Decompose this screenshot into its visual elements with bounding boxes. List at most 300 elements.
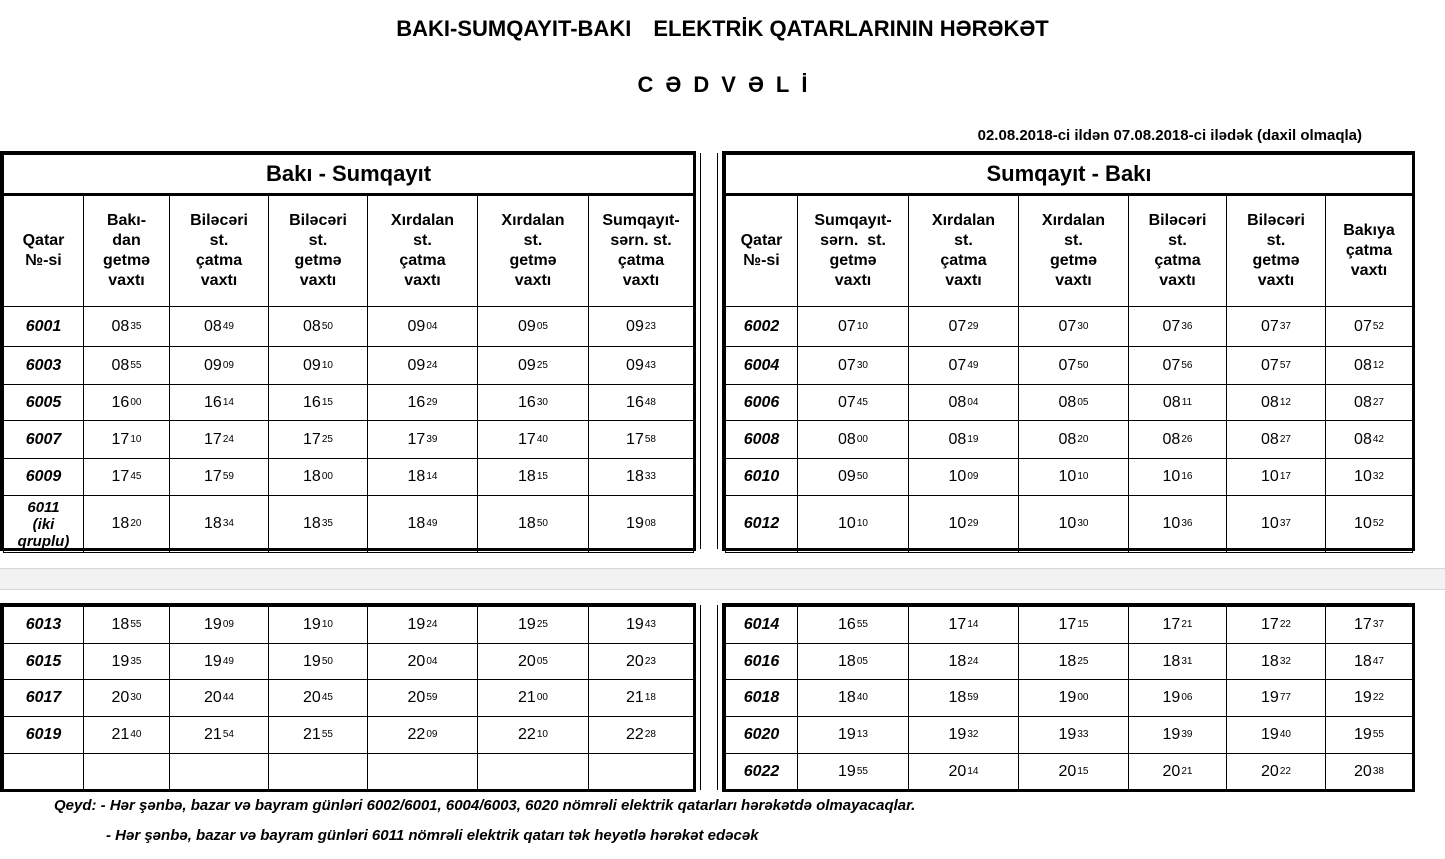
time-cell [84, 644, 170, 680]
time-value: $20^{38}$ [1354, 763, 1384, 780]
page-break-separator [0, 568, 1445, 590]
time-cell [368, 496, 478, 553]
time-cell [1227, 496, 1326, 553]
table-row [726, 496, 1413, 553]
time-value: $19^{43}$ [626, 616, 656, 633]
time-cell [1227, 421, 1326, 459]
time-cell [909, 347, 1019, 385]
time-cell [84, 347, 170, 385]
time-cell [170, 754, 269, 791]
column-header: Biləcəri st. getmə vaxtı [1227, 195, 1326, 307]
time-value: $08^{04}$ [948, 393, 979, 411]
time-cell [589, 421, 694, 459]
time-value: $20^{45}$ [303, 689, 333, 706]
column-header: Qatar №-si [4, 195, 84, 307]
column-header: Xırdalan st. getmə vaxtı [1019, 195, 1129, 307]
time-value: $09^{04}$ [407, 317, 438, 335]
time-value: $08^{27}$ [1354, 393, 1384, 411]
time-cell [84, 385, 170, 421]
time-value: $09^{23}$ [626, 317, 656, 335]
time-cell [1227, 754, 1326, 791]
time-value: $20^{05}$ [518, 652, 548, 670]
time-value: $17^{22}$ [1261, 616, 1291, 633]
time-value: $22^{28}$ [626, 726, 656, 743]
time-value: $07^{30}$ [838, 356, 868, 374]
time-value: $09^{25}$ [518, 356, 548, 374]
time-value: $19^{08}$ [626, 515, 656, 532]
time-value: $21^{40}$ [111, 726, 142, 743]
note-1: Qeyd: - Hər şənbə, bazar və bayram günləri 6002/6001, 6004/6003, 6020 nömrəli elektrik qatarları hərəkətdə olmayacaqlar. [54, 797, 916, 814]
time-cell [798, 347, 909, 385]
time-value: $09^{50}$ [838, 468, 868, 485]
time-value: $19^{10}$ [303, 616, 333, 633]
time-value: $08^{05}$ [1058, 393, 1089, 411]
time-cell [909, 607, 1019, 644]
time-value: $19^{13}$ [838, 726, 868, 743]
time-cell [170, 717, 269, 754]
time-value: $20^{15}$ [1058, 763, 1089, 780]
time-value: $16^{14}$ [204, 393, 234, 411]
time-cell [368, 717, 478, 754]
table-row [726, 421, 1413, 459]
time-cell [170, 347, 269, 385]
column-header: Biləcəri st. çatma vaxtı [1129, 195, 1227, 307]
table-divider-bottom [700, 605, 718, 790]
time-cell [1019, 307, 1129, 347]
time-value: $19^{55}$ [838, 763, 868, 780]
time-value: $17^{14}$ [948, 616, 979, 633]
time-value: $18^{15}$ [518, 468, 548, 485]
time-value: $18^{49}$ [407, 515, 438, 532]
time-cell [170, 307, 269, 347]
table-row [4, 607, 694, 644]
time-value: $21^{18}$ [626, 689, 656, 706]
train-number: 6001 [4, 307, 84, 347]
time-cell [1129, 307, 1227, 347]
time-value: $18^{47}$ [1354, 652, 1384, 670]
time-value: $17^{58}$ [626, 430, 656, 448]
time-value: $10^{36}$ [1162, 515, 1193, 532]
time-value: $07^{52}$ [1354, 317, 1384, 335]
time-cell [368, 385, 478, 421]
table-row [726, 717, 1413, 754]
time-cell [478, 385, 589, 421]
time-cell [269, 644, 368, 680]
time-value: $07^{56}$ [1162, 356, 1193, 374]
time-value: $18^{00}$ [303, 468, 333, 485]
time-cell [798, 496, 909, 553]
time-cell [798, 717, 909, 754]
page-title [0, 16, 1445, 42]
sumqayit-baku-table-bottom [722, 603, 1415, 792]
time-value: $19^{35}$ [111, 652, 142, 670]
time-cell [1129, 421, 1227, 459]
direction-header: Sumqayıt - Bakı [726, 155, 1413, 195]
time-cell [589, 680, 694, 717]
time-cell [1019, 644, 1129, 680]
time-cell [84, 421, 170, 459]
table-row [4, 421, 694, 459]
time-value: $08^{26}$ [1162, 430, 1193, 448]
time-cell [269, 385, 368, 421]
time-cell [368, 644, 478, 680]
column-header: Biləcəri st. getmə vaxtı [269, 195, 368, 307]
time-cell [170, 421, 269, 459]
time-value: $07^{37}$ [1261, 317, 1291, 335]
time-cell [368, 307, 478, 347]
time-cell [478, 459, 589, 496]
train-number: 6016 [726, 644, 798, 680]
time-cell [909, 307, 1019, 347]
train-number: 6015 [4, 644, 84, 680]
time-cell [798, 421, 909, 459]
time-cell [1019, 754, 1129, 791]
time-cell [798, 644, 909, 680]
table-row [4, 307, 694, 347]
table-row [726, 459, 1413, 496]
time-value: $17^{25}$ [303, 430, 333, 448]
time-value: $18^{14}$ [407, 468, 438, 485]
time-value: $16^{29}$ [407, 393, 438, 411]
title-route: BAKI-SUMQAYIT-BAKI [396, 16, 632, 41]
time-value: $08^{27}$ [1261, 430, 1291, 448]
time-value: $20^{30}$ [111, 689, 142, 706]
time-cell [478, 496, 589, 553]
time-cell [478, 607, 589, 644]
table-row [4, 347, 694, 385]
time-value: $16^{48}$ [626, 393, 656, 411]
time-value: $08^{12}$ [1354, 356, 1384, 374]
time-cell [1129, 607, 1227, 644]
time-value: $19^{06}$ [1162, 689, 1193, 706]
time-cell [909, 385, 1019, 421]
time-cell [478, 421, 589, 459]
time-cell [589, 644, 694, 680]
time-cell [1019, 385, 1129, 421]
time-value: $09^{43}$ [626, 356, 656, 374]
train-number: 6019 [4, 717, 84, 754]
column-header: Qatar №-si [726, 195, 798, 307]
time-value: $21^{54}$ [204, 726, 234, 743]
time-cell [170, 385, 269, 421]
table-row [726, 385, 1413, 421]
time-value: $19^{32}$ [948, 726, 979, 743]
time-cell [84, 680, 170, 717]
time-cell [1326, 680, 1413, 717]
train-number-line: 6011 [27, 498, 60, 516]
time-value: $07^{36}$ [1162, 317, 1193, 335]
time-cell [1326, 459, 1413, 496]
train-number: 6020 [726, 717, 798, 754]
time-value: $10^{32}$ [1354, 468, 1384, 485]
time-value: $07^{10}$ [838, 317, 868, 335]
time-cell [798, 459, 909, 496]
time-cell [1227, 459, 1326, 496]
time-cell [368, 459, 478, 496]
time-value: $17^{24}$ [204, 430, 234, 448]
time-cell [269, 421, 368, 459]
time-cell [1129, 385, 1227, 421]
time-value: $22^{10}$ [518, 726, 548, 743]
column-header: Xırdalan st. çatma vaxtı [368, 195, 478, 307]
table-row [4, 459, 694, 496]
time-value: $17^{21}$ [1162, 616, 1193, 633]
time-value: $17^{39}$ [407, 430, 438, 448]
table-row [726, 607, 1413, 644]
time-cell [269, 459, 368, 496]
time-value: $18^{50}$ [518, 515, 548, 532]
train-number [4, 754, 84, 791]
table-row [726, 347, 1413, 385]
time-value: $22^{09}$ [407, 726, 438, 743]
time-cell [368, 421, 478, 459]
time-value: $07^{29}$ [948, 317, 979, 335]
train-number: 6006 [726, 385, 798, 421]
time-value: $18^{59}$ [948, 689, 979, 706]
time-value: $19^{33}$ [1058, 726, 1089, 743]
note-2: - Hər şənbə, bazar və bayram günləri 6011 nömrəli elektrik qatarı tək heyətlə hərəkət edəcək [106, 827, 759, 844]
time-cell [798, 754, 909, 791]
time-cell [1129, 347, 1227, 385]
time-cell [269, 496, 368, 553]
time-cell [269, 680, 368, 717]
time-cell [170, 607, 269, 644]
title-main: ELEKTRİK QATARLARININ HƏRƏKƏT [653, 16, 1049, 41]
time-value: $08^{20}$ [1058, 430, 1089, 448]
table-row [4, 644, 694, 680]
time-value: $16^{55}$ [838, 616, 868, 633]
time-cell [269, 717, 368, 754]
time-value: $08^{19}$ [948, 430, 979, 448]
time-cell [909, 421, 1019, 459]
column-header: Xırdalan st. çatma vaxtı [909, 195, 1019, 307]
time-value: $08^{00}$ [838, 430, 868, 448]
time-value: $18^{34}$ [204, 515, 234, 532]
time-value: $09^{24}$ [407, 356, 438, 374]
time-cell [170, 680, 269, 717]
column-header: Bakı- dan getmə vaxtı [84, 195, 170, 307]
time-value: $19^{55}$ [1354, 726, 1384, 743]
column-header: Sumqayıt- sərn. st. getmə vaxtı [798, 195, 909, 307]
time-cell [1019, 607, 1129, 644]
time-cell [1019, 459, 1129, 496]
time-value: $20^{22}$ [1261, 763, 1291, 780]
train-number-line: qruplu) [17, 532, 70, 550]
time-cell [368, 754, 478, 791]
train-number-line: (iki [32, 515, 55, 533]
train-number: 6003 [4, 347, 84, 385]
time-cell [269, 347, 368, 385]
time-cell [798, 307, 909, 347]
time-value: $10^{10}$ [838, 515, 868, 532]
validity-period: 02.08.2018-ci ildən 07.08.2018-ci ilədək (daxil olmaqla) [977, 127, 1362, 144]
time-value: $07^{57}$ [1261, 356, 1291, 374]
time-value: $18^{33}$ [626, 468, 656, 485]
time-cell [1326, 717, 1413, 754]
time-cell [368, 607, 478, 644]
time-cell [1019, 680, 1129, 717]
time-value: $19^{77}$ [1261, 689, 1291, 706]
table-row [726, 754, 1413, 791]
time-value: $17^{15}$ [1058, 616, 1089, 633]
time-value: $20^{04}$ [407, 652, 438, 670]
time-value: $08^{50}$ [303, 317, 333, 335]
time-value: $10^{29}$ [948, 515, 979, 532]
table-row [4, 385, 694, 421]
time-value: $07^{45}$ [838, 393, 868, 411]
time-cell [909, 459, 1019, 496]
time-cell [798, 680, 909, 717]
train-number: 6008 [726, 421, 798, 459]
time-cell [368, 347, 478, 385]
time-value: $16^{30}$ [518, 393, 548, 411]
time-cell [909, 496, 1019, 553]
train-number: 6017 [4, 680, 84, 717]
time-value: $18^{35}$ [303, 515, 333, 532]
time-value: $18^{31}$ [1162, 652, 1193, 670]
time-cell [589, 347, 694, 385]
sumqayit-baku-table-top [722, 151, 1415, 551]
time-value: $20^{14}$ [948, 763, 979, 780]
column-header: Xırdalan st. getmə vaxtı [478, 195, 589, 307]
table-row [726, 307, 1413, 347]
time-cell [1019, 421, 1129, 459]
time-value: $19^{49}$ [204, 652, 234, 670]
direction-header: Bakı - Sumqayıt [4, 155, 694, 195]
time-value: $09^{09}$ [204, 356, 234, 374]
time-cell [798, 607, 909, 644]
time-cell [84, 717, 170, 754]
time-value: $20^{23}$ [626, 652, 656, 670]
time-value: $18^{40}$ [838, 689, 868, 706]
time-value: $10^{17}$ [1261, 468, 1291, 485]
time-cell [478, 680, 589, 717]
time-cell [589, 459, 694, 496]
time-cell [84, 607, 170, 644]
time-cell [1227, 347, 1326, 385]
time-value: $18^{20}$ [111, 515, 142, 532]
time-cell [909, 680, 1019, 717]
time-value: $19^{40}$ [1261, 726, 1291, 743]
time-cell [589, 607, 694, 644]
time-value: $07^{49}$ [948, 356, 979, 374]
train-number: 6004 [726, 347, 798, 385]
time-cell [1019, 496, 1129, 553]
time-cell [1326, 347, 1413, 385]
time-value: $18^{24}$ [948, 652, 979, 670]
time-cell [1227, 607, 1326, 644]
time-cell [909, 754, 1019, 791]
time-cell [1227, 680, 1326, 717]
train-number: 6007 [4, 421, 84, 459]
time-cell [84, 754, 170, 791]
time-value: $08^{42}$ [1354, 430, 1384, 448]
train-number: 6018 [726, 680, 798, 717]
time-cell [1227, 717, 1326, 754]
time-value: $18^{05}$ [838, 652, 868, 670]
time-value: $20^{59}$ [407, 689, 438, 706]
time-value: $18^{32}$ [1261, 652, 1291, 670]
time-cell [1129, 496, 1227, 553]
time-value: $10^{30}$ [1058, 515, 1089, 532]
time-cell [909, 717, 1019, 754]
time-value: $19^{25}$ [518, 616, 548, 633]
time-value: $18^{25}$ [1058, 652, 1089, 670]
column-header: Biləcəri st. çatma vaxtı [170, 195, 269, 307]
time-value: $10^{16}$ [1162, 468, 1193, 485]
time-cell [1019, 347, 1129, 385]
time-value: $16^{15}$ [303, 393, 333, 411]
time-cell [269, 307, 368, 347]
time-cell [1129, 680, 1227, 717]
train-number: 6005 [4, 385, 84, 421]
time-cell [1129, 717, 1227, 754]
time-cell [1227, 307, 1326, 347]
time-cell [589, 717, 694, 754]
train-number: 6002 [726, 307, 798, 347]
column-header: Sumqayıt- sərn. st. çatma vaxtı [589, 195, 694, 307]
time-cell [84, 496, 170, 553]
time-value: $07^{30}$ [1058, 317, 1089, 335]
time-value: $16^{00}$ [111, 393, 142, 411]
page-subtitle: CƏDVƏLİ [637, 72, 820, 97]
train-number: 6022 [726, 754, 798, 791]
time-cell [589, 385, 694, 421]
time-cell [1227, 385, 1326, 421]
time-cell [269, 754, 368, 791]
time-cell [1326, 607, 1413, 644]
time-cell [84, 459, 170, 496]
time-value: $19^{00}$ [1058, 689, 1089, 706]
time-value: $07^{50}$ [1058, 356, 1089, 374]
time-cell [1326, 644, 1413, 680]
time-value: $19^{09}$ [204, 616, 234, 633]
table-row [4, 496, 694, 553]
time-cell [478, 644, 589, 680]
time-value: $17^{40}$ [518, 430, 548, 448]
time-cell [909, 644, 1019, 680]
time-cell [478, 307, 589, 347]
table-row [726, 644, 1413, 680]
time-value: $17^{45}$ [111, 468, 142, 485]
train-number: 6014 [726, 607, 798, 644]
time-cell [269, 607, 368, 644]
train-number: 6012 [726, 496, 798, 553]
time-cell [589, 307, 694, 347]
train-number: 6013 [4, 607, 84, 644]
train-number: 6009 [4, 459, 84, 496]
time-value: $20^{21}$ [1162, 763, 1193, 780]
time-cell [589, 496, 694, 553]
time-value: $10^{09}$ [948, 468, 979, 485]
time-cell [170, 644, 269, 680]
time-cell [798, 385, 909, 421]
time-cell [478, 347, 589, 385]
time-cell [84, 307, 170, 347]
time-cell [1019, 717, 1129, 754]
time-cell [368, 680, 478, 717]
time-value: $19^{39}$ [1162, 726, 1193, 743]
time-value: $19^{50}$ [303, 652, 333, 670]
table-row [4, 680, 694, 717]
column-header: Bakıya çatma vaxtı [1326, 195, 1413, 307]
time-value: $17^{10}$ [111, 430, 142, 448]
time-cell [1326, 421, 1413, 459]
time-value: $21^{55}$ [303, 726, 333, 743]
time-cell [478, 754, 589, 791]
time-value: $08^{12}$ [1261, 393, 1291, 411]
time-cell [1326, 496, 1413, 553]
